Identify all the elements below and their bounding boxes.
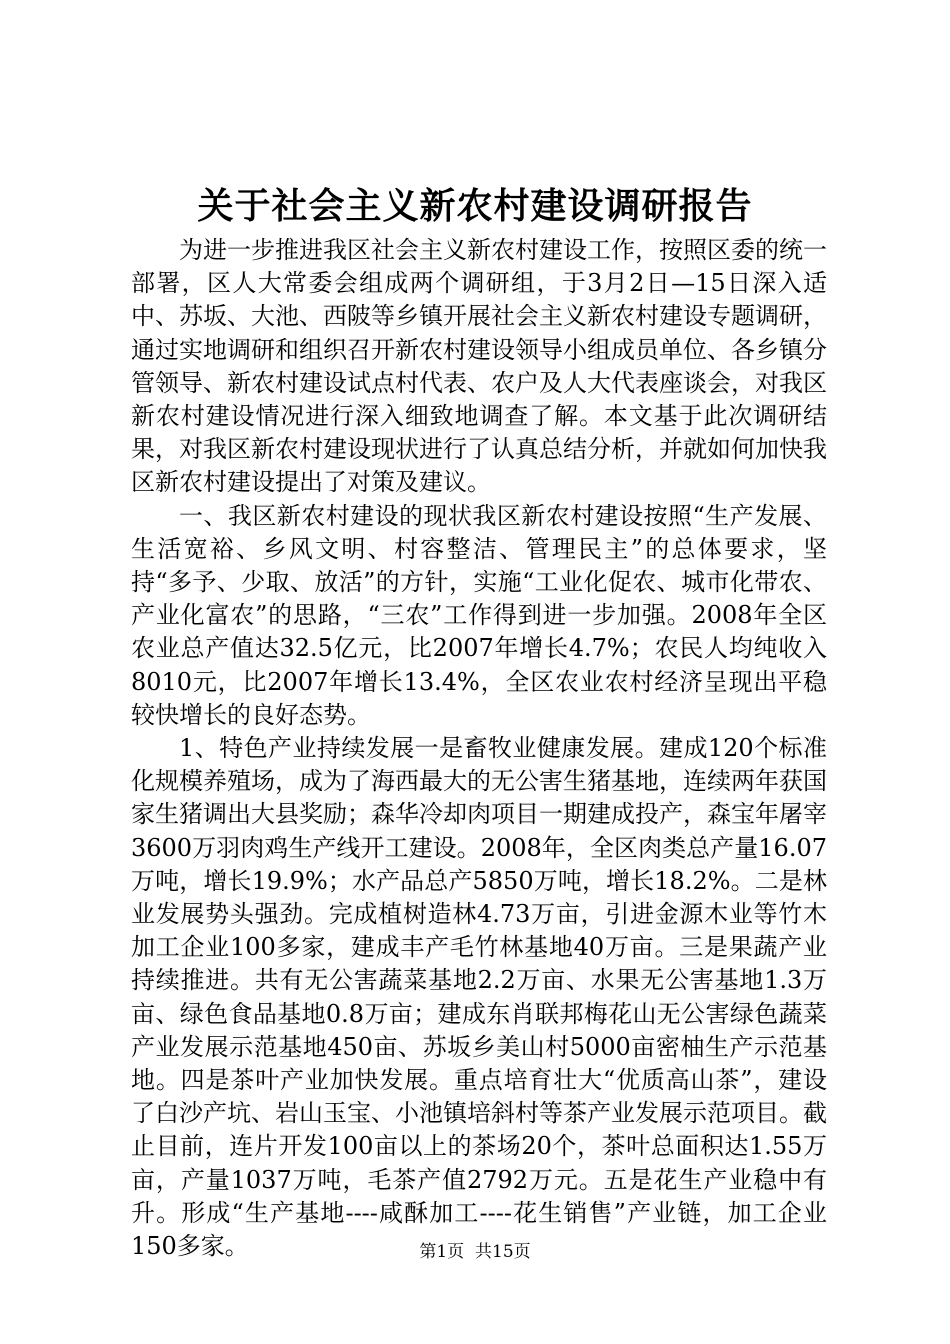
- page-number: 第1页: [419, 1242, 465, 1262]
- page-total: 共15页: [475, 1242, 531, 1262]
- paragraph-intro: 为进一步推进我区社会主义新农村建设工作，按照区委的统一部署，区人大常委会组成两个调研组，于3月2日—15日深入适中、苏坂、大池、西陂等乡镇开展社会主义新农村建设专题调研，通过实地调研和组织召开新农村建设领导小组成员单位、各乡镇分管领导、新农村建设试点村代表、农户及人大代表座谈会，对我区新农村建设情况进行深入细致地调查了解。本文基于此次调研结果，对我区新农村建设现状进行了认真总结分析，并就如何加快我区新农村建设提出了对策及建议。: [131, 236, 827, 497]
- document-title: 关于社会主义新农村建设调研报告: [197, 186, 753, 227]
- document-body: [131, 234, 827, 1263]
- paragraph-status: 一、我区新农村建设的现状我区新农村建设按照“生产发展、生活宽裕、乡风文明、村容整洁、管理民主”的总体要求，坚持“多予、少取、放活”的方针，实施“工业化促农、城市化带农、产业化富农”的思路，“三农”工作得到进一步加强。2008年全区农业总产值达32.5亿元，比2007年增长4.7%；农民人均纯收入8010元，比2007年增长13.4%，全区农业农村经济呈现出平稳较快增长的良好态势。: [131, 501, 827, 729]
- paragraph-industry: 1、特色产业持续发展一是畜牧业健康发展。建成120个标准化规模养殖场，成为了海西最大的无公害生猪基地，连续两年获国家生猪调出大县奖励；森华冷却肉项目一期建成投产，森宝年屠宰3600万羽肉鸡生产线开工建设。2008年，全区肉类总产量16.07万吨，增长19.9%；水产品总产5850万吨，增长18.2%。二是林业发展势头强劲。完成植树造林4.73万亩，引进金源木业等竹木加工企业100多家，建成丰产毛竹林基地40万亩。三是果蔬产业持续推进。共有无公害蔬菜基地2.2万亩、水果无公害基地1.3万亩、绿色食品基地0.8万亩；建成东肖联邦梅花山无公害绿色蔬菜产业发展示范基地450亩、苏坂乡美山村5000亩密柚生产示范基地。四是茶叶产业加快发展。重点培育壮大“优质高山茶”，建设了白沙产坑、岩山玉宝、小池镇培斜村等茶产业发展示范项目。截止目前，连片开发100亩以上的茶场20个，茶叶总面积达1.55万亩，产量1037万吨，毛茶产值2792万元。五是花生产业稳中有升。形成“生产基地----咸酥加工----花生销售”产业链，加工企业150多家。: [131, 734, 827, 1261]
- page-footer: [0, 1240, 950, 1264]
